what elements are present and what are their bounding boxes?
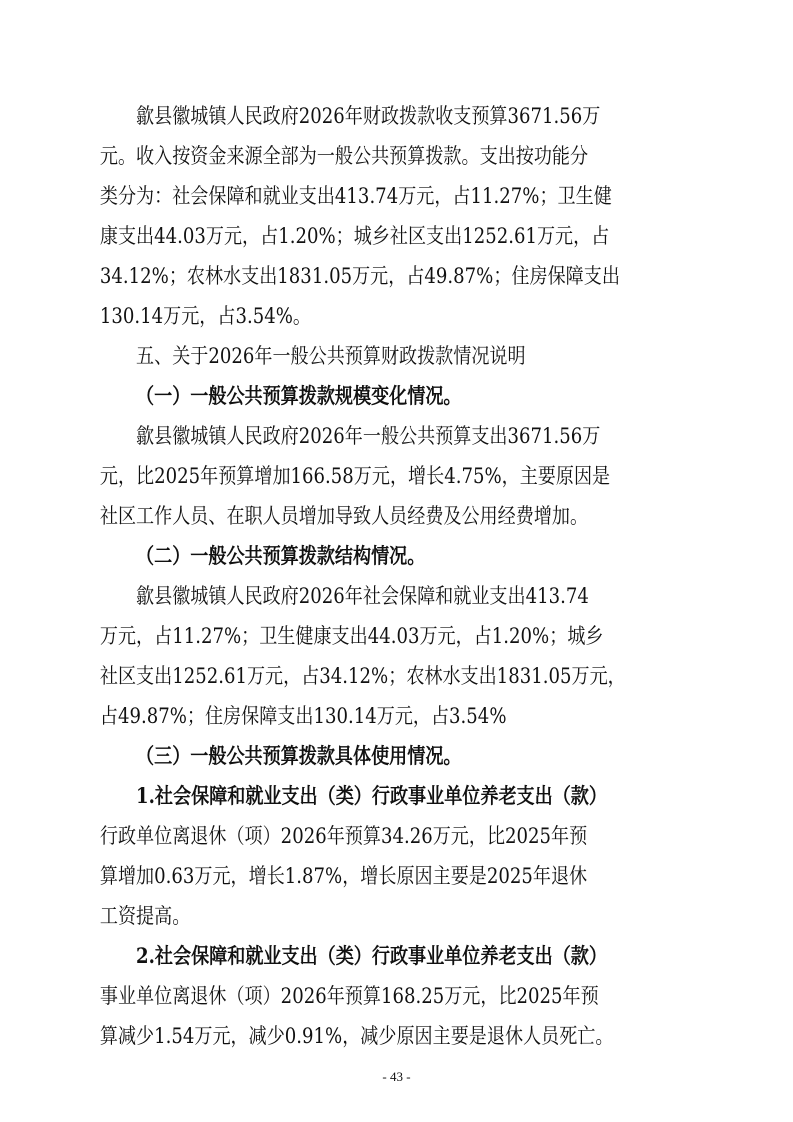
subsection-heading [0, 377, 793, 415]
paragraph-line [0, 217, 793, 255]
subsection-heading [0, 737, 793, 775]
paragraph-line [0, 137, 793, 175]
paragraph-line [0, 697, 793, 735]
line-text: 行政单位离退休（项）2026年预算34.26万元，比2025年预 [99, 824, 588, 848]
line-text: 歙县徽城镇人民政府2026年一般公共预算支出3671.56万 [136, 424, 601, 448]
paragraph-line [0, 577, 793, 615]
line-text: 工资提高。 [99, 904, 191, 928]
line-text: 五、关于2026年一般公共预算财政拨款情况说明 [136, 344, 526, 368]
line-text: 歙县徽城镇人民政府2026年财政拨款收支预算3671.56万 [136, 104, 601, 128]
paragraph-line [0, 97, 793, 135]
paragraph-line [0, 897, 793, 935]
section-heading [0, 337, 793, 375]
paragraph-line [0, 657, 793, 695]
line-text: 34.12%；农林水支出1831.05万元，占49.87%；住房保障支出 [99, 264, 620, 288]
line-text: 元。收入按资金来源全部为一般公共预算拨款。支出按功能分 [99, 144, 589, 168]
paragraph-line [0, 417, 793, 455]
line-text: （二）一般公共预算拨款结构情况。 [136, 543, 426, 568]
line-text: 类分为：社会保障和就业支出413.74万元，占11.27%；卫生健 [99, 184, 612, 208]
paragraph-line [0, 817, 793, 855]
paragraph-line [0, 857, 793, 895]
line-text: 歙县徽城镇人民政府2026年社会保障和就业支出413.74 [136, 584, 589, 608]
line-text: 算减少1.54万元，减少0.91%，减少原因主要是退休人员死亡。 [99, 1024, 614, 1048]
paragraph-line [0, 457, 793, 495]
item-heading [0, 937, 793, 975]
line-text: （三）一般公共预算拨款具体使用情况。 [136, 743, 462, 768]
line-text: 社区支出1252.61万元，占34.12%；农林水支出1831.05万元， [99, 664, 626, 688]
line-text: 1.社会保障和就业支出（类）行政事业单位养老支出（款） [136, 783, 607, 808]
paragraph-line [0, 177, 793, 215]
line-text: 元，比2025年预算增加166.58万元，增长4.75%，主要原因是 [99, 464, 611, 488]
subsection-heading [0, 537, 793, 575]
item-heading [0, 777, 793, 815]
line-text: 占49.87%；住房保障支出130.14万元，占3.54% [99, 704, 507, 728]
line-text: 2.社会保障和就业支出（类）行政事业单位养老支出（款） [136, 943, 607, 968]
paragraph-line [0, 977, 793, 1015]
line-text: 事业单位离退休（项）2026年预算168.25万元，比2025年预 [99, 984, 599, 1008]
line-text: 康支出44.03万元，占1.20%；城乡社区支出1252.61万元，占 [99, 224, 610, 248]
line-text: 算增加0.63万元，增长1.87%，增长原因主要是2025年退休 [99, 864, 588, 888]
line-text: 130.14万元，占3.54%。 [99, 304, 311, 328]
page-number: - 43 - [382, 1069, 411, 1084]
paragraph-line [0, 497, 793, 535]
paragraph-line [0, 617, 793, 655]
paragraph-line [0, 297, 793, 335]
line-text: 社区工作人员、在职人员增加导致人员经费及公用经费增加。 [99, 504, 589, 528]
paragraph-line [0, 257, 793, 295]
paragraph-line [0, 1017, 793, 1055]
line-text: （一）一般公共预算拨款规模变化情况。 [136, 383, 462, 408]
line-text: 万元，占11.27%；卫生健康支出44.03万元，占1.20%；城乡 [99, 624, 604, 648]
